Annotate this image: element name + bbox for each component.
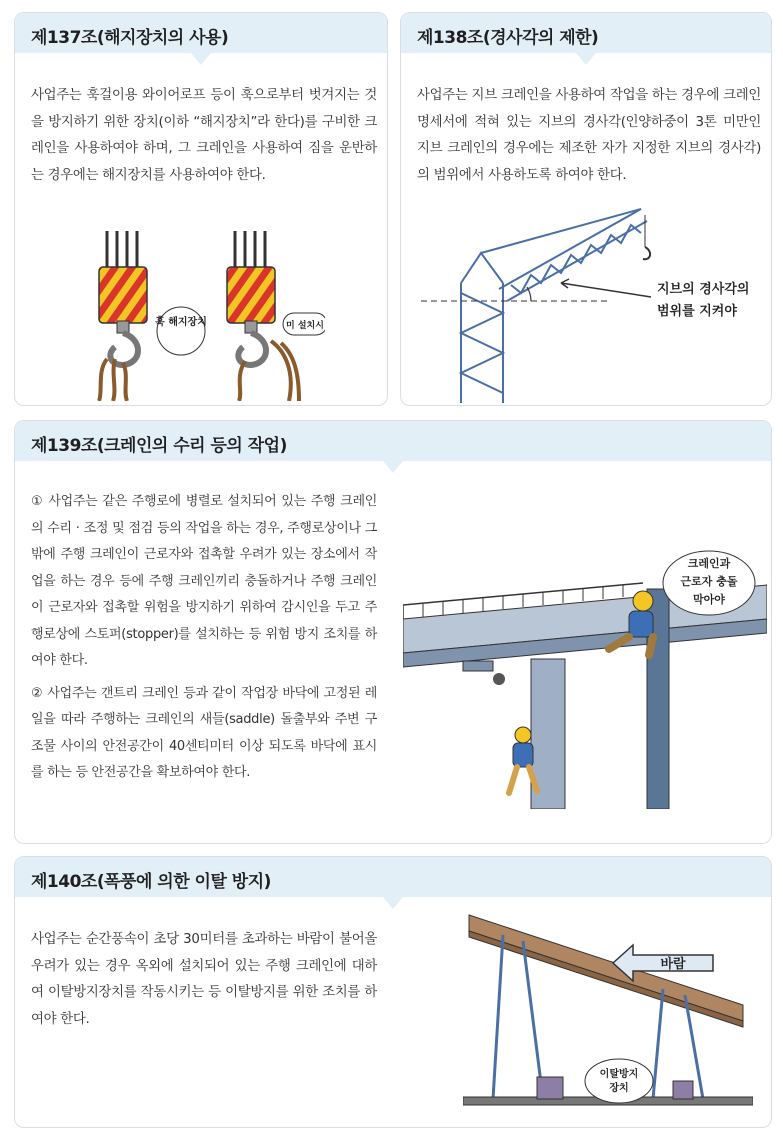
bubble-line3: 막아야 — [693, 593, 725, 606]
bubble-line2: 근로자 충돌 — [680, 575, 738, 588]
section-138-title: 제138조(경사각의 제한) — [417, 28, 599, 48]
wind-label: 바람 — [660, 957, 686, 972]
section-138 — [400, 12, 772, 406]
section-137-title: 제137조(해지장치의 사용) — [31, 28, 229, 48]
section-140-header — [15, 857, 771, 897]
device-line2: 장치 — [609, 1083, 629, 1094]
section-139-paragraph-2: ② 사업주는 갠트리 크레인 등과 같이 작업장 바닥에 고정된 레일을 따라 주행하는 크레인의 새들(saddle) 돌출부와 주변 구조물 사이의 안전공간이 40센티미터 이상 되도록 바닥에 표시를 하는 등 안전공간을 확보하여야 한다. — [31, 685, 377, 780]
angle-annotation-line1: 지브의 경사각의 — [657, 282, 750, 297]
section-139 — [14, 420, 772, 844]
section-138-header — [401, 13, 771, 53]
annotation-arrow — [561, 279, 651, 297]
trolley-hook — [463, 661, 505, 685]
section-139-text — [31, 489, 377, 787]
crane-tower — [461, 253, 503, 403]
speech-bubble-not-installed — [283, 313, 325, 335]
section-138-text — [417, 83, 761, 189]
section-140-title: 제140조(폭풍에 의한 이탈 방지) — [31, 872, 271, 892]
hook-with-latch — [99, 231, 147, 401]
not-installed-label: 미 설치시 — [286, 321, 324, 331]
bubble-line1: 크레인과 — [687, 557, 731, 570]
device-line1: 이탈방지 — [599, 1069, 639, 1080]
speech-bubble-device — [585, 1059, 653, 1103]
hook-illustration — [85, 231, 325, 401]
overhead-crane-illustration — [403, 549, 767, 809]
speech-bubble-collision — [663, 551, 755, 615]
jib-crane-illustration — [411, 203, 767, 403]
section-137-text — [31, 83, 377, 189]
speech-bubble-hook-device — [154, 307, 207, 355]
crane-jib — [481, 209, 650, 301]
section-138-paragraph: 사업주는 지브 크레인을 사용하여 작업을 하는 경우에 크레인 명세서에 적혀 있는 지브의 경사각(인양하중이 3톤 미만인 지브 크레인의 경우에는 제조한 자가 지정한 지브의 경사각)의 범위에서 사용하도록 하여야 한다. — [417, 88, 761, 183]
section-139-paragraph-1: ① 사업주는 같은 주행로에 병렬로 설치되어 있는 주행 크레인의 수리 · 조정 및 점검 등의 작업을 하는 경우, 주행로상이나 그 밖에 주행 크레인이 근로자와 접촉할 우려가 있는 장소에서 작업을 하는 경우 등에 주행 크레인끼리 충돌하거나 주행 크레인이 근로자와 접촉할 위험을 방지하기 위하여 감시인을 두고 주행로상에 스토퍼(stopper)를 설치하는 등 위험 방지 조치를 하여야 한다. — [31, 494, 377, 668]
gantry-crane-illustration — [463, 909, 753, 1125]
section-140 — [14, 856, 772, 1128]
wind-arrow — [613, 945, 713, 981]
section-139-title: 제139조(크레인의 수리 등의 작업) — [31, 436, 287, 456]
angle-annotation-line2: 범위를 지켜야 — [657, 304, 737, 319]
section-137-header — [15, 13, 387, 53]
section-140-paragraph: 사업주는 순간풍속이 초당 30미터를 초과하는 바람이 불어올 우려가 있는 경우 옥외에 설치되어 있는 주행 크레인에 대하여 이탈방지장치를 작동시키는 등 이탈방지를 위한 조치를 하여야 한다. — [31, 932, 377, 1027]
section-137 — [14, 12, 388, 406]
hook-device-label: 훅 해지장치 — [155, 317, 207, 328]
section-137-paragraph: 사업주는 훅걸이용 와이어로프 등이 훅으로부터 벗겨지는 것을 방지하기 위한 장치(이하 “해지장치”라 한다)를 구비한 크레인을 사용하여야 하며, 그 크레인을 사용하여 짐을 운반하는 경우에는 해지장치를 사용하여야 한다. — [31, 88, 377, 183]
section-140-text — [31, 927, 377, 1033]
section-139-header — [15, 421, 771, 461]
